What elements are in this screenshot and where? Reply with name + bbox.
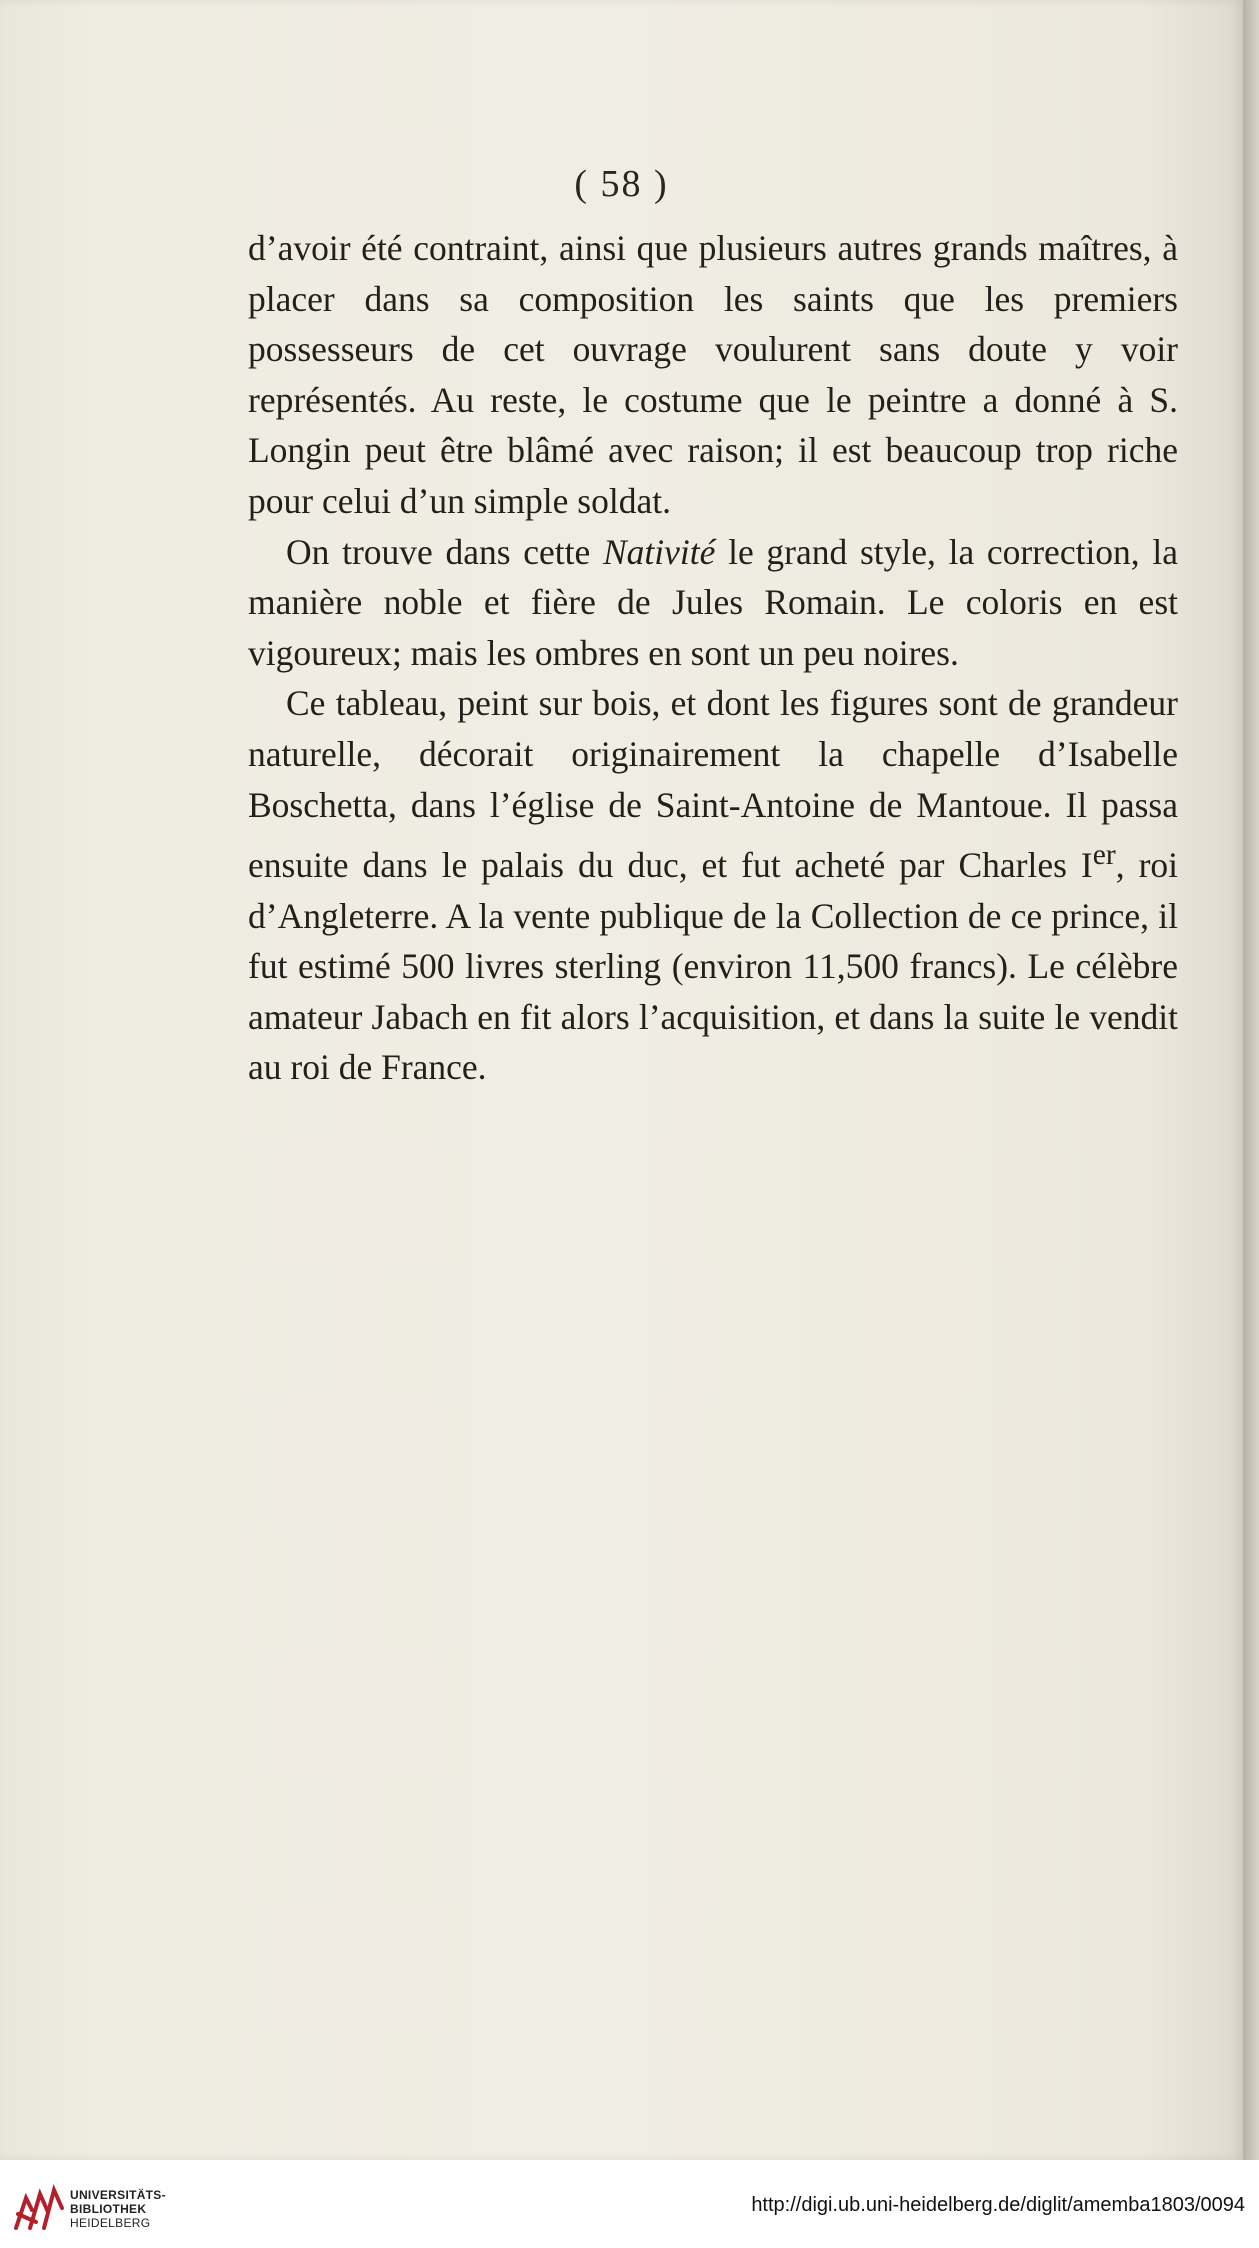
paragraph-1: d’avoir été contraint, ainsi que plusieurs autres grands maîtres, à placer dans sa composition les saints que les premiers possesseurs de cet ouvrage voulurent sans doute y voir représentés. Au reste, le costume que le peintre a donné à S. Longin peut être blâmé avec raison; il est beaucoup trop riche pour celui d’un simple soldat. — [248, 228, 1178, 521]
logo-text-line-2: BIBLIOTHEK — [70, 2202, 147, 2216]
logo-text-line-3: HEIDELBERG — [70, 2216, 151, 2230]
footer-bar — [0, 2160, 1259, 2248]
paragraph-3 — [248, 678, 1178, 1093]
paragraph-2 — [248, 527, 1178, 679]
paragraph-3-superscript: er — [1092, 839, 1116, 872]
paragraph-3-start: Ce tableau, peint sur bois, et dont les figures sont de grandeur naturelle, décorait originairement la chapelle d’Isabelle Boschetta, dans l’église de Saint-Antoine de Mantoue. Il passa ensuite dans le palais du duc, et fut acheté par Charles I — [248, 683, 1178, 885]
paragraph-2-end: le grand style, la correction, la manière noble et fière de Jules Romain. Le coloris en est vigoureux; mais les ombres en sont un peu noires. — [248, 531, 1179, 673]
university-library-logo-icon — [10, 2178, 68, 2236]
paragraph-2-italic-title: Nativité — [602, 531, 716, 572]
paragraph-3-end: , roi d’Angleterre. A la vente publique de la Collection de ce prince, il fut estimé 500 livres sterling (environ 11,500 francs). Le célèbre amateur Jabach en fit alors l’acquisition, et dans la suite le vendit au roi de France. — [248, 844, 1179, 1088]
logo-text-line-1: UNIVERSITÄTS- — [70, 2188, 166, 2202]
body-text — [248, 223, 1178, 1093]
paragraph-2-start: On trouve dans cette — [286, 531, 603, 572]
source-url-link[interactable]: http://digi.ub.uni-heidelberg.de/diglit/amemba1803/0094 — [751, 2194, 1245, 2216]
page-number: ( 58 ) — [574, 163, 669, 205]
page-edge — [1243, 0, 1259, 2160]
